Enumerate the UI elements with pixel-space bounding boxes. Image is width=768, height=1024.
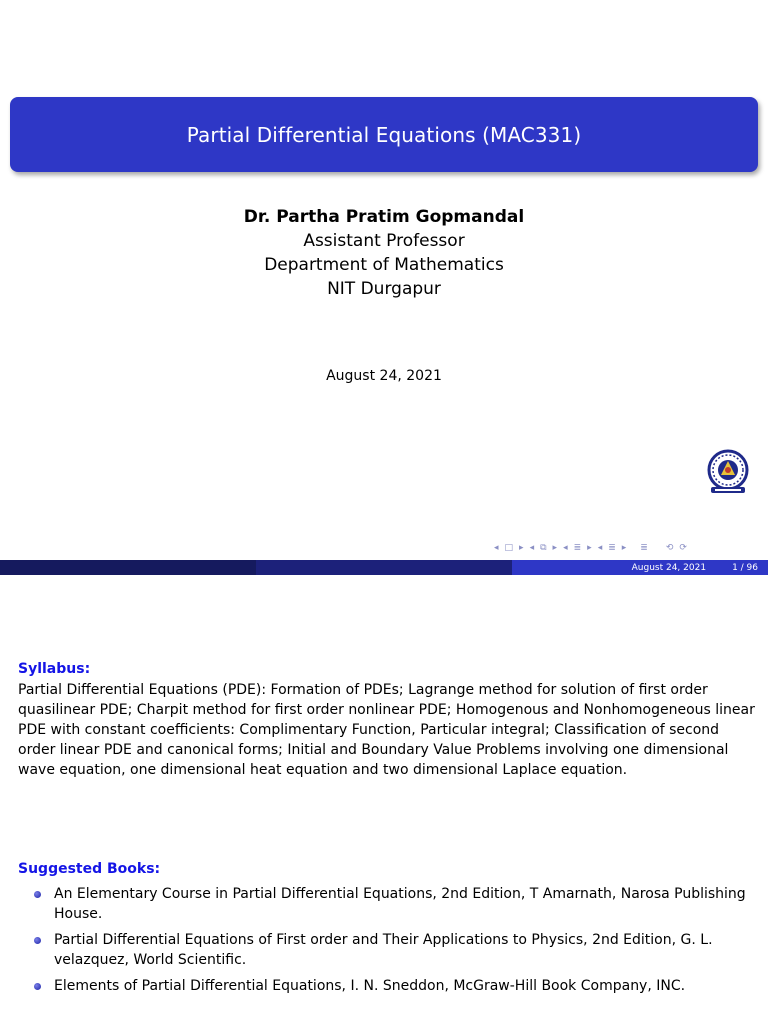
nav-next-section-icon[interactable]: ▸ [621, 543, 627, 553]
author-department: Department of Mathematics [264, 255, 504, 275]
bullet-icon [34, 937, 41, 944]
nav-prev-section-icon[interactable]: ◂ [597, 543, 603, 553]
footer-section-middle [256, 560, 512, 575]
author-institute: NIT Durgapur [327, 279, 441, 299]
list-item [18, 884, 758, 924]
list-item [18, 930, 758, 970]
nav-subsection-icon[interactable]: ≣ [573, 543, 582, 553]
nav-prev-frame-icon[interactable]: ◂ [529, 543, 535, 553]
nit-durgapur-logo-icon [705, 449, 751, 497]
nav-next-subsection-icon[interactable]: ▸ [587, 543, 592, 553]
beamer-navigation-bar [494, 541, 766, 555]
nav-prev-subsection-icon[interactable]: ◂ [563, 543, 568, 553]
footer-section-right [512, 560, 768, 575]
nav-section-icon[interactable]: ≣ [608, 543, 616, 553]
list-item [18, 976, 758, 996]
footer-date: August 24, 2021 [631, 562, 707, 573]
author-position: Assistant Professor [303, 231, 465, 251]
nav-search-icon[interactable]: ⟲ [665, 543, 674, 553]
books-list [18, 884, 758, 1002]
book-title: Partial Differential Equations of First order and Their Applications to Physics, 2nd Edition, G. L. velazquez, World Scientific. [54, 932, 713, 968]
book-title: An Elementary Course in Partial Differential Equations, 2nd Edition, T Amarnath, Narosa Publishing House. [54, 886, 746, 922]
books-heading: Suggested Books: [18, 861, 161, 877]
title-banner [10, 97, 758, 172]
footer-page-number: 1 / 96 [732, 562, 758, 573]
syllabus-heading: Syllabus: [18, 661, 91, 677]
author-block [0, 205, 768, 301]
nav-appendix-icon[interactable]: ≣ [640, 543, 648, 553]
syllabus-slide [0, 576, 768, 1024]
slide-title: Partial Differential Equations (MAC331) [186, 122, 582, 147]
nav-back-icon[interactable]: ⟳ [679, 543, 687, 553]
presentation-date: August 24, 2021 [326, 368, 442, 384]
author-name: Dr. Partha Pratim Gopmandal [243, 207, 525, 227]
nav-slide-icon[interactable]: □ [504, 543, 514, 553]
bullet-icon [34, 891, 41, 898]
nav-next-slide-icon[interactable]: ▸ [519, 543, 524, 553]
nav-frame-icon[interactable]: ⧉ [540, 543, 547, 553]
bullet-icon [34, 983, 41, 990]
syllabus-text: Partial Differential Equations (PDE): Formation of PDEs; Lagrange method for solution of first order quasilinear PDE; Charpit method for first order nonlinear PDE; Homogenous and Nonhomogeneous linear PDE with constant coefficients: Complimentary Function, Particular integral; Classification of second order linear PDE and canonical forms; Initial and Boundary Value Problems involving one dimensional wave equation, one dimensional heat equation and two dimensional Laplace equation. [18, 682, 755, 778]
nav-prev-slide-icon[interactable]: ◂ [494, 543, 499, 553]
nav-next-frame-icon[interactable]: ▸ [552, 543, 558, 553]
book-title: Elements of Partial Differential Equations, I. N. Sneddon, McGraw-Hill Book Company, INC. [54, 978, 686, 994]
footer-section-left [0, 560, 256, 575]
slide-footer [0, 560, 768, 575]
